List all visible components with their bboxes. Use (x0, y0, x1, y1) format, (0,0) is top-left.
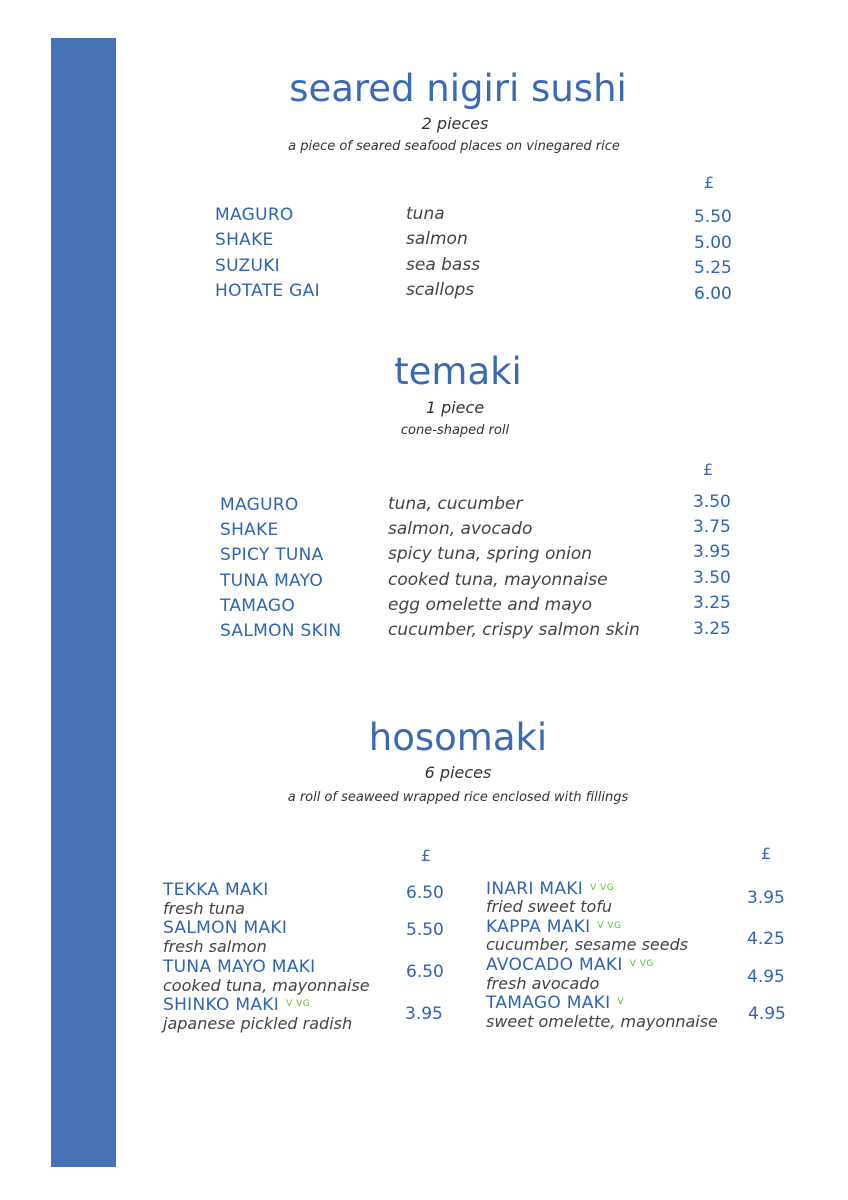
item-name: MAGURO (220, 495, 299, 515)
item-price: 3.50 (693, 568, 731, 588)
section-description-nigiri: a piece of seared seafood places on vinegared rice (288, 139, 620, 154)
section-description-hosomaki: a roll of seaweed wrapped rice enclosed with fillings (287, 790, 629, 805)
currency-header: £ (704, 173, 715, 192)
item-name: AVOCADO MAKI $^{V VG}$ (486, 955, 654, 975)
section-title-temaki: temaki (394, 350, 522, 393)
item-price: 3.95 (693, 542, 731, 562)
item-price: 4.95 (747, 967, 785, 987)
item-description: egg omelette and mayo (388, 595, 593, 615)
item-description: cooked tuna, mayonnaise (388, 570, 608, 590)
section-pieces-temaki: 1 piece (425, 398, 485, 417)
item-name: HOTATE GAI (215, 281, 320, 301)
side-stripe (51, 38, 116, 1167)
veg-tag: V VG (590, 883, 615, 893)
item-description: cucumber, crispy salmon skin (388, 620, 640, 640)
item-name: SHINKO MAKI $^{V VG}$ (163, 995, 311, 1015)
item-name: TEKKA MAKI (163, 880, 269, 900)
item-name: KAPPA MAKI $^{V VG}$ (486, 917, 622, 937)
item-description: sea bass (406, 255, 481, 275)
item-price: 5.00 (694, 233, 732, 253)
section-pieces-nigiri: 2 pieces (421, 114, 489, 133)
veg-tag: V (617, 997, 625, 1007)
item-description: fresh salmon (163, 937, 267, 956)
item-price: 3.25 (693, 619, 731, 639)
item-price: 4.25 (747, 929, 785, 949)
item-price: 5.50 (406, 920, 444, 940)
item-name: TAMAGO (220, 596, 296, 616)
item-name: MAGURO (215, 205, 294, 225)
item-description: cucumber, sesame seeds (486, 935, 689, 954)
item-name: SALMON MAKI (163, 918, 288, 938)
section-title-hosomaki: hosomaki (368, 716, 548, 759)
item-description: sweet omelette, mayonnaise (486, 1012, 718, 1031)
item-name: TUNA MAYO MAKI (163, 957, 316, 977)
item-description: fresh avocado (486, 974, 600, 993)
item-price: 3.75 (693, 517, 731, 537)
item-name: SALMON SKIN (220, 621, 342, 641)
item-price: 3.50 (693, 492, 731, 512)
veg-tag: V VG (629, 959, 654, 969)
item-name: INARI MAKI $^{V VG}$ (486, 879, 615, 899)
item-price: 3.95 (405, 1004, 443, 1024)
item-description: spicy tuna, spring onion (388, 544, 593, 564)
item-name: SPICY TUNA (220, 545, 324, 565)
item-description: scallops (406, 280, 475, 300)
item-price: 3.25 (693, 593, 731, 613)
currency-header: £ (761, 844, 772, 863)
item-price: 5.50 (694, 207, 732, 227)
item-description: fresh tuna (163, 899, 245, 918)
item-name: TUNA MAYO (220, 571, 324, 591)
item-description: tuna, cucumber (388, 494, 523, 514)
veg-tag: V VG (597, 921, 622, 931)
item-price: 6.50 (406, 883, 444, 903)
section-description-temaki: cone-shaped roll (400, 423, 510, 438)
item-description: cooked tuna, mayonnaise (163, 976, 370, 995)
item-description: japanese pickled radish (163, 1014, 353, 1033)
item-price: 3.95 (747, 888, 785, 908)
item-price: 6.00 (694, 284, 732, 304)
section-pieces-hosomaki: 6 pieces (424, 763, 492, 782)
section-title-nigiri: seared nigiri sushi (289, 67, 627, 110)
item-price: 6.50 (406, 962, 444, 982)
item-name: SHAKE (215, 230, 274, 250)
item-description: tuna (406, 204, 445, 224)
currency-header: £ (703, 460, 714, 479)
item-price: 4.95 (748, 1004, 786, 1024)
item-description: salmon, avocado (388, 519, 533, 539)
item-price: 5.25 (694, 258, 732, 278)
veg-tag: V VG (286, 999, 311, 1009)
item-name: TAMAGO MAKI $^V$ (486, 993, 625, 1013)
item-name: SHAKE (220, 520, 279, 540)
item-description: fried sweet tofu (486, 897, 613, 916)
item-description: salmon (406, 229, 468, 249)
currency-header: £ (421, 846, 432, 865)
item-name: SUZUKI (215, 256, 280, 276)
